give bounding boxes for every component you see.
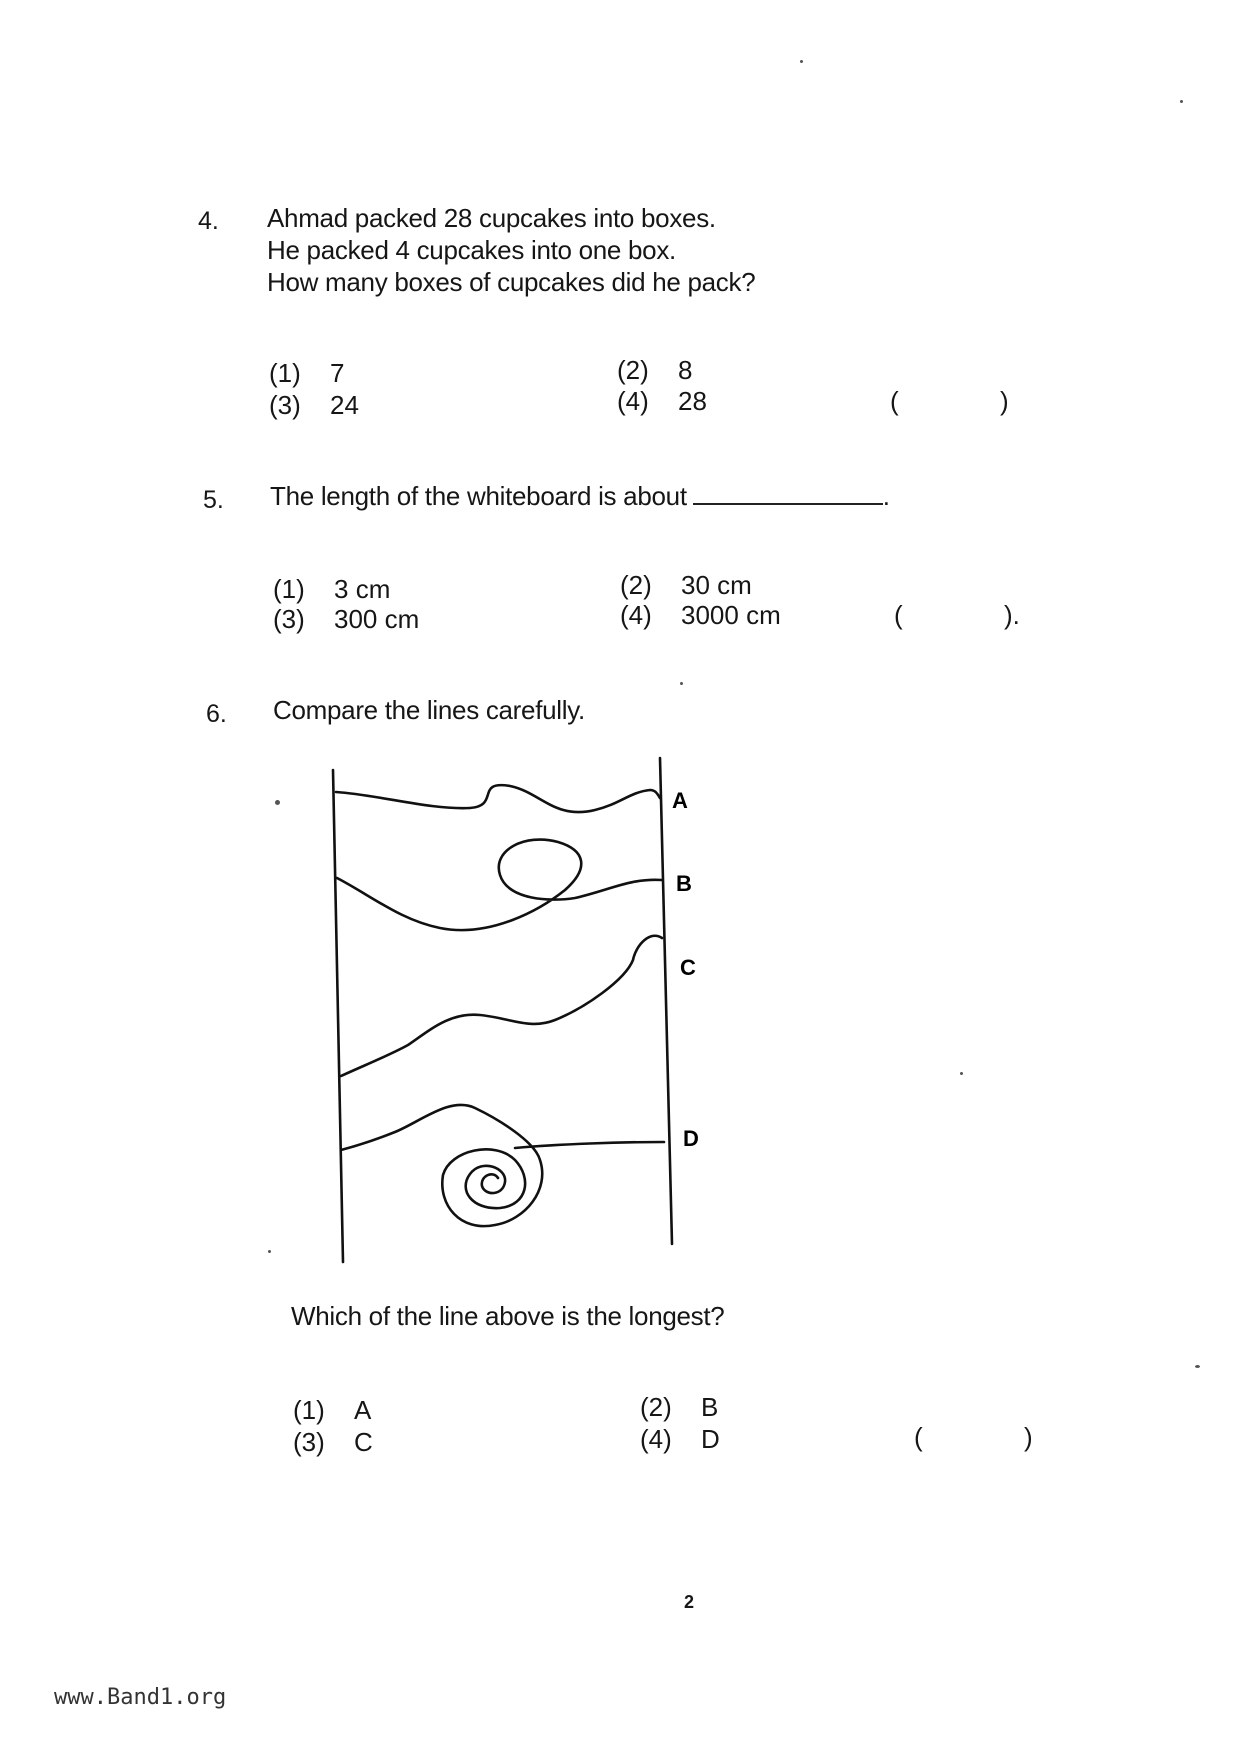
q5-option-2[interactable] [620, 570, 752, 601]
q5-option-1-label: (1) [273, 574, 305, 604]
q4-line-1: Ahmad packed 28 cupcakes into boxes. [267, 203, 716, 233]
q5-option-4-label: (4) [620, 600, 652, 630]
q6-option-2-value: B [701, 1392, 719, 1422]
q5-option-4[interactable] [620, 600, 781, 631]
q4-option-4-label: (4) [617, 386, 649, 416]
q4-option-3-value: 24 [330, 390, 359, 420]
q4-text [267, 202, 755, 298]
q4-option-4[interactable] [617, 386, 707, 417]
line-a [336, 785, 660, 812]
q5-option-4-value: 3000 cm [681, 600, 781, 630]
q4-option-3-label: (3) [269, 390, 301, 420]
q4-option-2-value: 8 [678, 355, 693, 385]
q6-answer-bracket-close: ) [1024, 1422, 1033, 1452]
q4-line-2: He packed 4 cupcakes into one box. [267, 235, 676, 265]
q6-question: Which of the line above is the longest? [291, 1301, 725, 1331]
q6-option-4[interactable] [640, 1424, 720, 1455]
q5-answer-bracket-close: ). [1004, 600, 1020, 630]
line-c [341, 936, 662, 1076]
q4-option-1-label: (1) [269, 358, 301, 388]
q6-answer-box[interactable] [934, 1416, 1019, 1452]
q5-blank[interactable] [693, 481, 883, 505]
q6-option-2-label: (2) [640, 1392, 672, 1422]
label-b: B [676, 871, 692, 896]
q5-option-3-value: 300 cm [334, 604, 420, 634]
q5-option-2-label: (2) [620, 570, 652, 600]
q4-option-1[interactable] [269, 358, 344, 389]
q6-option-3[interactable] [293, 1427, 373, 1458]
q5-line-1: The length of the whiteboard is about [270, 481, 687, 511]
q6-number: 6. [206, 700, 227, 728]
line-d [341, 1105, 664, 1226]
q6-option-2[interactable] [640, 1392, 718, 1423]
q4-option-2-label: (2) [617, 355, 649, 385]
q6-option-3-label: (3) [293, 1427, 325, 1457]
q4-answer-bracket-close: ) [1000, 386, 1009, 416]
q5-end-punct: . [882, 481, 890, 511]
q6-option-3-value: C [354, 1427, 373, 1457]
label-c: C [680, 955, 696, 980]
footer-website: www.Band1.org [54, 1685, 227, 1710]
q4-number: 4. [198, 207, 219, 235]
q5-option-1[interactable] [273, 574, 390, 605]
q5-number: 5. [203, 486, 224, 514]
q5-option-2-value: 30 cm [681, 570, 752, 600]
q4-option-3[interactable] [269, 390, 359, 421]
label-d: D [683, 1126, 699, 1151]
page-number: 2 [684, 1592, 695, 1612]
q5-option-3[interactable] [273, 604, 419, 635]
q6-option-1-value: A [354, 1395, 372, 1425]
q5-text [270, 480, 890, 512]
q5-answer-bracket-open: ( [894, 600, 903, 630]
q4-answer-bracket-open: ( [890, 386, 899, 416]
q6-text: Compare the lines carefully. [273, 695, 585, 725]
q5-option-1-value: 3 cm [334, 574, 391, 604]
q6-answer-bracket-open: ( [914, 1422, 923, 1452]
q5-option-3-label: (3) [273, 604, 305, 634]
q6-option-1-label: (1) [293, 1395, 325, 1425]
q4-line-3: How many boxes of cupcakes did he pack? [267, 267, 756, 297]
right-boundary-line [660, 758, 672, 1244]
left-boundary-line [333, 770, 343, 1262]
q6-lines-figure [300, 750, 740, 1270]
q6-option-1[interactable] [293, 1395, 371, 1426]
q6-option-4-value: D [701, 1424, 720, 1454]
q4-option-1-value: 7 [330, 358, 345, 388]
q5-answer-box[interactable] [914, 594, 999, 630]
label-a: A [672, 788, 688, 813]
q4-option-2[interactable] [617, 355, 692, 386]
q4-answer-box[interactable] [910, 380, 995, 416]
line-b [337, 840, 662, 931]
q6-option-4-label: (4) [640, 1424, 672, 1454]
q4-option-4-value: 28 [678, 386, 707, 416]
